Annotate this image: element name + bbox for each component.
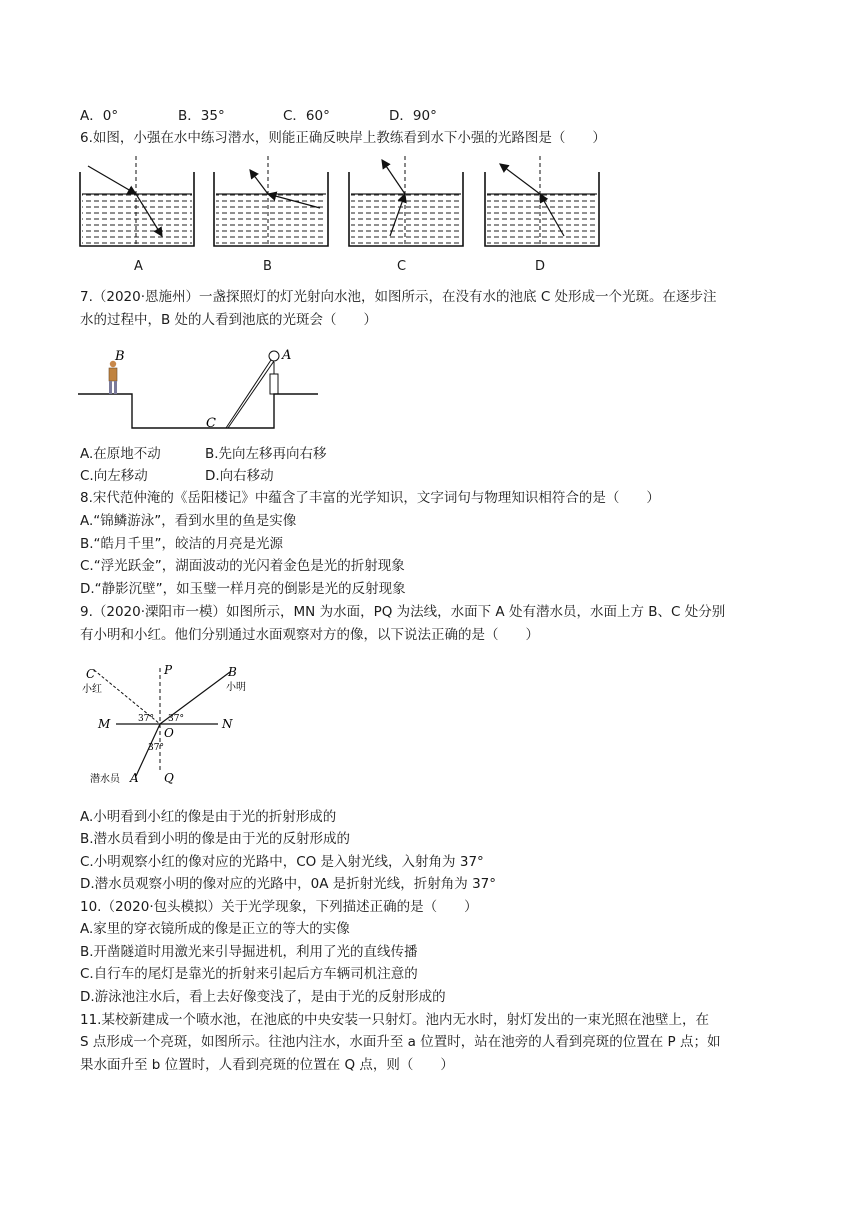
q9-label-p: P — [164, 663, 173, 677]
q9-label-a: A — [130, 771, 139, 785]
q7-option-a: A.在原地不动 — [80, 446, 161, 462]
q9-label-c: C — [86, 667, 96, 681]
q5-option-a: A．0° — [80, 108, 119, 124]
q8-option-b: B.“皓月千里”，皎洁的月亮是光源 — [80, 536, 284, 552]
q6-caption-a: A — [134, 259, 143, 274]
q10-option-c: C.自行车的尾灯是靠光的折射来引起后方车辆司机注意的 — [80, 966, 418, 982]
q9-label-xiaoming: 小明 — [226, 682, 246, 693]
q9-label-o: O — [164, 726, 174, 740]
q6-diagram-b — [214, 156, 328, 246]
q9-option-c: C.小明观察小红的像对应的光路中，CO 是入射光线，入射角为 37° — [80, 854, 484, 870]
q7-label-c: C — [206, 416, 216, 431]
q9-angle-right: 37° — [168, 714, 184, 724]
q9-option-b: B.潜水员看到小明的像是由于光的反射形成的 — [80, 831, 351, 847]
q9-option-d: D.潜水员观察小明的像对应的光路中，0A 是折射光线，折射角为 37° — [80, 876, 497, 892]
q6-diagram-a — [80, 156, 194, 246]
q11-line1: 11.某校新建成一个喷水池，在池底的中央安装一只射灯。池内无水时，射灯发出的一束光照在池壁上，在 — [80, 1012, 709, 1028]
q7-stem-line1: 7.（2020·恩施州）一盏探照灯的灯光射向水池，如图所示，在没有水的池底 C 处形成一个光斑。在逐步注 — [80, 289, 717, 305]
q9-angle-bottom: 37° — [148, 743, 164, 753]
q10-stem: 10.（2020·包头模拟）关于光学现象，下列描述正确的是（ ） — [80, 899, 478, 915]
q7-figure — [78, 344, 323, 436]
q6-caption-b: B — [263, 259, 272, 274]
q8-option-d: D.“静影沉壁”，如玉璧一样月亮的倒影是光的反射现象 — [80, 581, 406, 597]
q6-caption-c: C — [397, 259, 407, 274]
q5-option-c: C．60° — [283, 108, 330, 124]
q9-option-a: A.小明看到小红的像是由于光的折射形成的 — [80, 809, 337, 825]
q8-option-a: A.“锦鳞游泳”，看到水里的鱼是实像 — [80, 513, 297, 529]
q9-label-b: B — [228, 665, 237, 679]
q6-caption-d: D — [535, 259, 546, 274]
q8-option-c: C.“浮光跃金”，湖面波动的光闪着金色是光的折射现象 — [80, 558, 405, 574]
q7-option-c: C.向左移动 — [80, 468, 148, 484]
q7-option-d: D.向右移动 — [205, 468, 274, 484]
q5-option-b: B．35° — [178, 108, 225, 124]
q9-stem-line2: 有小明和小红。他们分别通过水面观察对方的像，以下说法正确的是（ ） — [80, 627, 539, 643]
q5-option-d: D．90° — [389, 108, 437, 124]
q10-option-a: A.家里的穿衣镜所成的像是正立的等大的实像 — [80, 921, 350, 937]
q11-line2: S 点形成一个亮斑，如图所示。往池内注水，水面升至 a 位置时，站在池旁的人看到亮斑的位置在 P 点；如 — [80, 1034, 721, 1050]
q8-stem: 8.宋代范仲淹的《岳阳楼记》中蕴含了丰富的光学知识，文字词句与物理知识相符合的是（ ） — [80, 490, 660, 506]
q7-option-b: B.先向左移再向右移 — [205, 446, 327, 462]
q9-label-diver: 潜水员 — [90, 774, 120, 785]
q6-diagram-c — [349, 156, 463, 246]
q9-label-n: N — [222, 717, 233, 731]
q6-stem: 6.如图，小强在水中练习潜水，则能正确反映岸上教练看到水下小强的光路图是（ ） — [80, 130, 606, 146]
q6-figure — [70, 150, 610, 258]
q7-stem-line2: 水的过程中，B 处的人看到池底的光斑会（ ） — [80, 312, 378, 328]
q6-diagram-d — [485, 156, 599, 246]
q11-line3: 果水面升至 b 位置时，人看到亮斑的位置在 Q 点，则（ ） — [80, 1057, 454, 1073]
q9-figure — [80, 658, 260, 788]
q9-label-q: Q — [164, 771, 174, 785]
q9-label-xiaohong: 小红 — [82, 684, 102, 695]
q10-option-d: D.游泳池注水后，看上去好像变浅了，是由于光的反射形成的 — [80, 989, 446, 1005]
q7-label-b: B — [115, 349, 125, 364]
q9-label-m: M — [98, 717, 111, 731]
q7-label-a: A — [282, 348, 292, 363]
searchlight-icon — [269, 351, 279, 394]
q9-angle-left: 37° — [138, 714, 154, 724]
q10-option-b: B.开凿隧道时用激光来引导掘进机，利用了光的直线传播 — [80, 944, 418, 960]
q9-stem-line1: 9.（2020·溧阳市一模）如图所示，MN 为水面，PQ 为法线，水面下 A 处有潜水员，水面上方 B、C 处分别 — [80, 604, 726, 620]
person-icon — [109, 361, 117, 394]
